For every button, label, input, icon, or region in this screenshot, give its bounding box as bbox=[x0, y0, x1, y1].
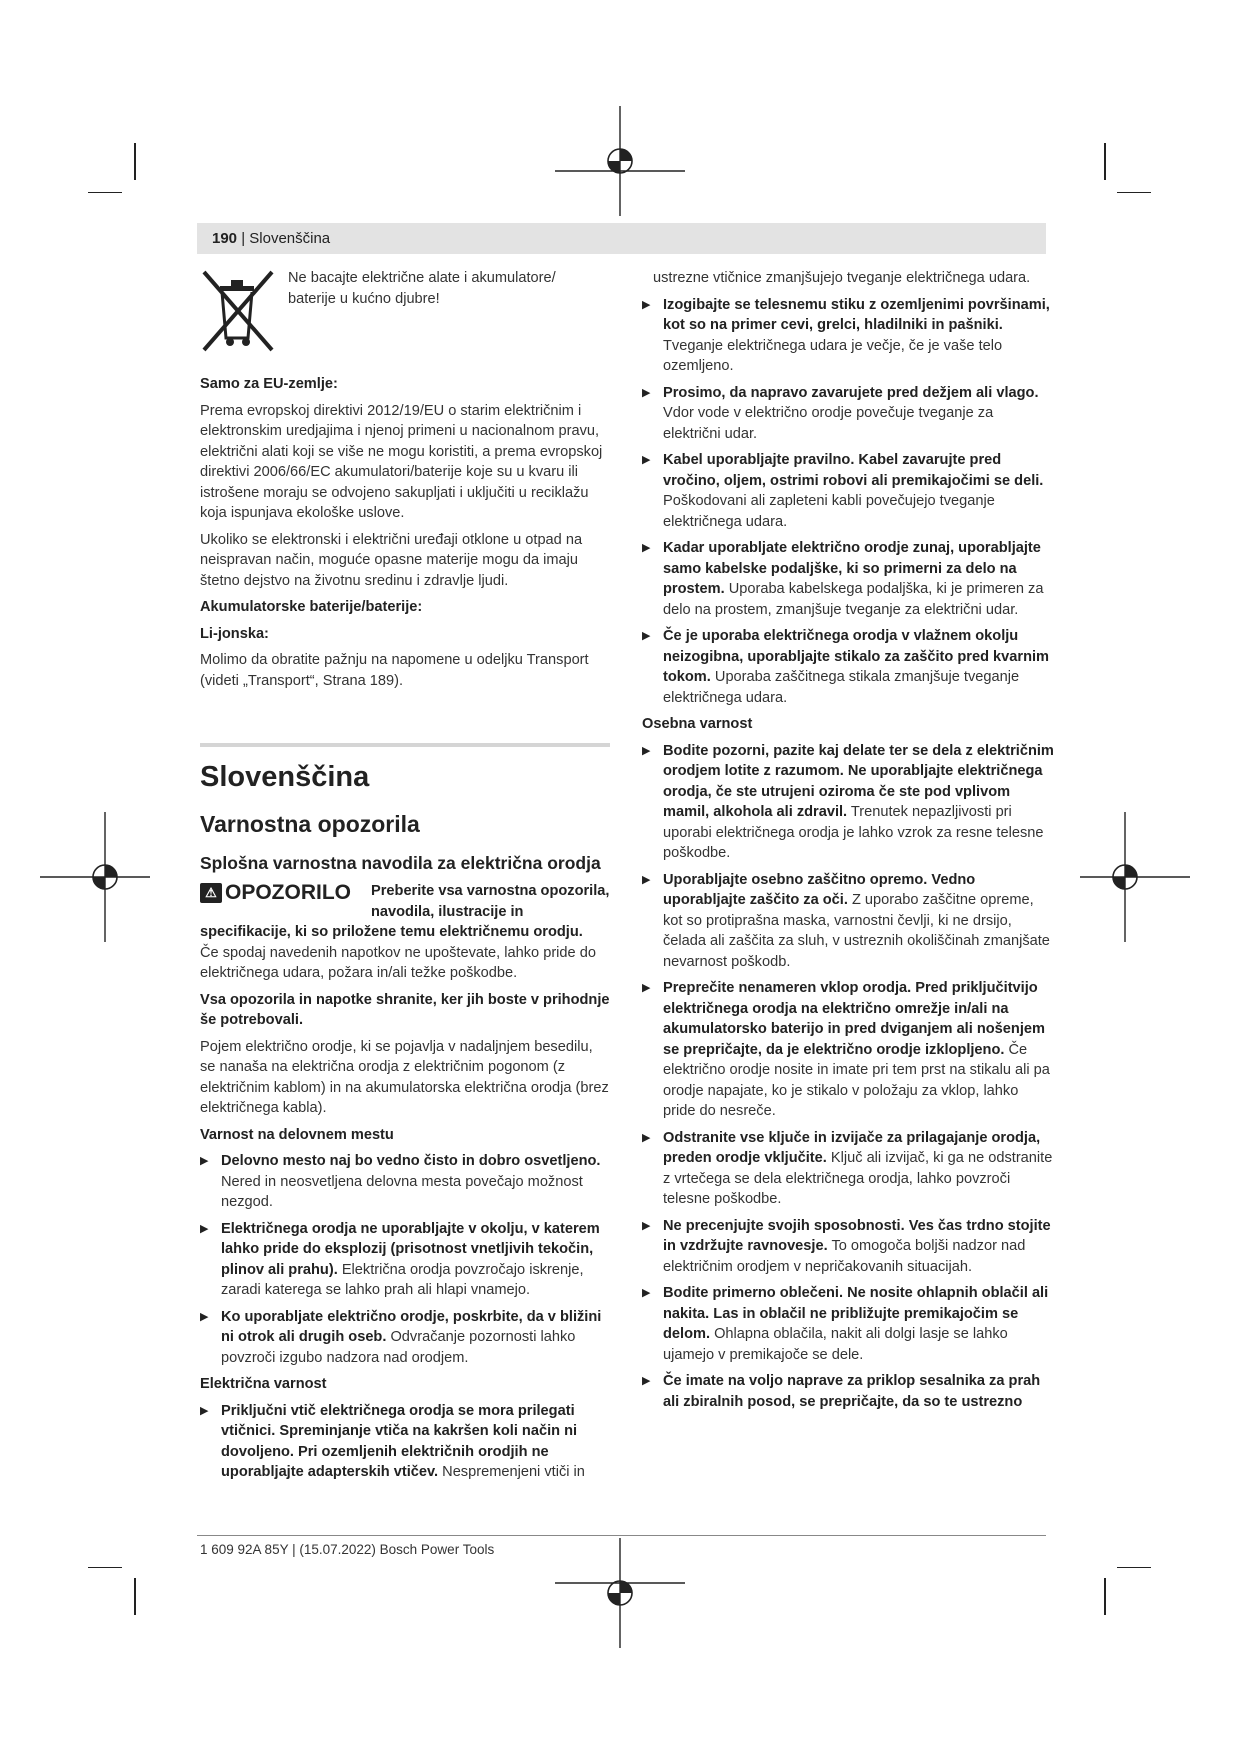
warning-text-cont: specifikacije, ki so priložene temu električnemu orodju. bbox=[200, 924, 583, 940]
crop-mark bbox=[1104, 143, 1106, 180]
keep-instructions: Vsa opozorila in napotke shranite, ker jih boste v prihodnje še potrebovali. bbox=[200, 991, 610, 1028]
left-column bbox=[200, 268, 610, 1489]
crossed-bin-icon bbox=[200, 268, 276, 354]
registration-mark-icon bbox=[40, 812, 150, 942]
list-item: ▶ Ko uporabljate električno orodje, poskrbite, da v bližini ni otrok ali drugih oseb. Odvračanje pozornosti lahko povzroči izgubo nadzora nad orodjem. bbox=[200, 1307, 610, 1369]
continued-paragraph: ustrezne vtičnice zmanjšujejo tveganje električnega udara. bbox=[653, 270, 1031, 286]
page-header bbox=[212, 230, 330, 247]
list-item: ▶ Prosimo, da napravo zavarujete pred dežjem ali vlago. Vdor vode v električno orodje povečuje tveganje za električni udar. bbox=[642, 383, 1054, 445]
list-item: ▶ Odstranite vse ključe in izvijače za prilagajanje orodja, preden orodje vključite. Ključ ali izvijač, ki ga ne odstranite z vrtečega se dela električnega orodja, lahko povzroči telesne poškodbe. bbox=[642, 1128, 1054, 1210]
language-title: Slovenščina bbox=[200, 761, 370, 793]
header-language: Slovenščina bbox=[249, 230, 331, 247]
eu-paragraph-2: Ukoliko se elektronski i električni uređaji otklone u otpad na neispravan način, moguće opasne materije mogu da imaju štetno dejstvo na životnu sredinu i zdravlje ljudi. bbox=[200, 531, 583, 589]
list-item: ▶ Bodite pozorni, pazite kaj delate ter se dela z električnim orodjem lotite z razumom. Ne uporabljajte električnega orodja, če ste utrujeni oziroma če ste pod vplivom mamil, alkohola ali zdravil. Trenutek nepazljivosti pri uporabi električnega orodja je lahko vzrok za resne telesne poškodbe. bbox=[642, 741, 1054, 864]
page-footer: 1 609 92A 85Y | (15.07.2022) Bosch Power Tools bbox=[200, 1542, 495, 1557]
warning-text-side: Preberite vsa varnostna opozorila, navodila, ilustracije in bbox=[371, 883, 610, 920]
li-ion-paragraph: Molimo da obratite pažnju na napomene u odeljku Transport (videti „Transport“, Strana 189). bbox=[200, 652, 589, 689]
crop-mark bbox=[134, 1578, 136, 1615]
weee-notice bbox=[200, 268, 610, 354]
warning-block bbox=[200, 881, 610, 922]
warning-triangle-icon: ⚠ bbox=[200, 883, 222, 903]
right-column bbox=[642, 268, 1054, 1418]
page-number: 190 bbox=[212, 230, 238, 247]
list-item: ▶ Kabel uporabljajte pravilno. Kabel zavarujte pred vročino, oljem, ostrimi robovi ali premikajočimi se deli. Poškodovani ali zapleteni kabli povečujejo tveganje električnega udara. bbox=[642, 450, 1054, 532]
warning-paragraph: Če spodaj navedenih napotkov ne upoštevate, lahko pride do električnega udara, požara in/ali težke poškodbe. bbox=[200, 944, 596, 981]
general-safety-title: Splošna varnostna navodila za električna orodja bbox=[200, 853, 601, 873]
list-item: ▶ Delovno mesto naj bo vedno čisto in dobro osvetljeno. Nered in neosvetljena delovna mesta povečajo možnost nezgod. bbox=[200, 1151, 610, 1213]
safety-title: Varnostna opozorila bbox=[200, 811, 420, 837]
eu-paragraph-1: Prema evropskoj direktivi 2012/19/EU o starim električnim i elektronskim uredjajima i njenoj primeni u nacionalnom pravu, električni alati koji se više ne mogu koristiti, a prema evropskoj direktivi 2006/66/EC akumulatori/baterije koje su u kvaru ili istrošene moraju se odvojeno sakupljati i uključiti u reciklažu koja ispunjava ekološke uslove. bbox=[200, 402, 603, 521]
registration-mark-icon bbox=[1080, 812, 1190, 942]
crop-mark bbox=[88, 1567, 122, 1568]
header-separator: | bbox=[237, 230, 250, 247]
list-item: ▶ Priključni vtič električnega orodja se mora prilegati vtičnici. Spreminjanje vtiča na kakršen koli način ni dovoljeno. Pri ozemljenih električnih orodjih ne uporabljajte adapterskih vtičev. Nespremenjeni vtiči in bbox=[200, 1401, 610, 1483]
weee-note: Ne bacajte električne alate i akumulatore/ baterije u kućno djubre! bbox=[288, 270, 556, 307]
li-ion-heading: Li-jonska: bbox=[200, 625, 269, 642]
list-item: ▶ Uporabljajte osebno zaščitno opremo. Vedno uporabljajte zaščito za oči. Z uporabo zaščitne opreme, kot so protiprašna maska, varnostni čevlji, ki ne drsijo, čelada ali zaščita za sluh, v ustreznih okoliščinah zmanjšate nevarnost poškodb. bbox=[642, 870, 1054, 973]
battery-heading: Akumulatorske baterije/baterije: bbox=[200, 599, 423, 615]
eu-heading: Samo za EU-zemlje: bbox=[200, 376, 338, 392]
list-item: ▶ Bodite primerno oblečeni. Ne nosite ohlapnih oblačil ali nakita. Las in oblačil ne približujte premikajočim se delom. Ohlapna oblačila, nakit ali dolgi lasje se lahko ujamejo v premikajoče se dele. bbox=[642, 1283, 1054, 1365]
crop-mark bbox=[1117, 1567, 1151, 1568]
section-divider bbox=[200, 743, 610, 747]
footer-divider bbox=[197, 1535, 1046, 1536]
list-item: ▶ Če imate na voljo naprave za priklop sesalnika za prah ali zbiralnih posod, se prepričajte, da so te ustrezno bbox=[642, 1371, 1054, 1412]
list-item: ▶ Kadar uporabljate električno orodje zunaj, uporabljajte samo kabelske podaljške, ki so primerni za delo na prostem. Uporaba kabelskega podaljška, ki je primeren za delo na prostem, zmanjšuje tveganje za električni udar. bbox=[642, 538, 1054, 620]
list-item: ▶ Preprečite nenameren vklop orodja. Pred priključitvijo električnega orodja na električno omrežje in/ali na akumulatorsko baterijo in pred dviganjem ali nošenjem se prepričajte, da je električno orodje izklopljeno. Če električno orodje nosite in imate pri tem prst na stikalu ali pa orodje napajate, ko je stikalo v položaju za vklop, lahko pride do nesreče. bbox=[642, 978, 1054, 1122]
registration-mark-icon bbox=[555, 1538, 685, 1648]
term-paragraph: Pojem električno orodje, ki se pojavlja v nadaljnjem besedilu, se nanaša na električna orodja z električnim pogonom (z električnim kablom) in na akumulatorska električna orodja (brez električnega kabla). bbox=[200, 1038, 609, 1116]
list-item: ▶ Ne precenjujte svojih sposobnosti. Ves čas trdno stojite in vzdržujte ravnovesje. To omogoča boljši nadzor nad električnim orodjem v nepričakovanih situacijah. bbox=[642, 1216, 1054, 1278]
electrical-safety-heading: Električna varnost bbox=[200, 1376, 327, 1392]
registration-mark-icon bbox=[555, 106, 685, 216]
crop-mark bbox=[1117, 192, 1151, 193]
crop-mark bbox=[134, 143, 136, 180]
warning-badge bbox=[200, 883, 351, 904]
crop-mark bbox=[1104, 1578, 1106, 1615]
list-item: ▶ Električnega orodja ne uporabljajte v okolju, v katerem lahko pride do eksplozij (prisotnost vnetljivih tekočin, plinov ali prahu). Električna orodja povzročajo iskrenje, zaradi katerega se lahko prah ali hlapi vnamejo. bbox=[200, 1219, 610, 1301]
work-area-heading: Varnost na delovnem mestu bbox=[200, 1126, 394, 1143]
list-item: ▶ Če je uporaba električnega orodja v vlažnem okolju neizogibna, uporabljajte stikalo za zaščito pred kvarnim tokom. Uporaba zaščitnega stikala zmanjšuje tveganje električnega udara. bbox=[642, 626, 1054, 708]
warning-label: OPOZORILO bbox=[225, 881, 351, 904]
personal-safety-heading: Osebna varnost bbox=[642, 716, 753, 732]
crop-mark bbox=[88, 192, 122, 193]
list-item: ▶ Izogibajte se telesnemu stiku z ozemljenimi površinami, kot so na primer cevi, grelci, hladilniki in pašniki. Tveganje električnega udara je večje, če je vaše telo ozemljeno. bbox=[642, 295, 1054, 377]
